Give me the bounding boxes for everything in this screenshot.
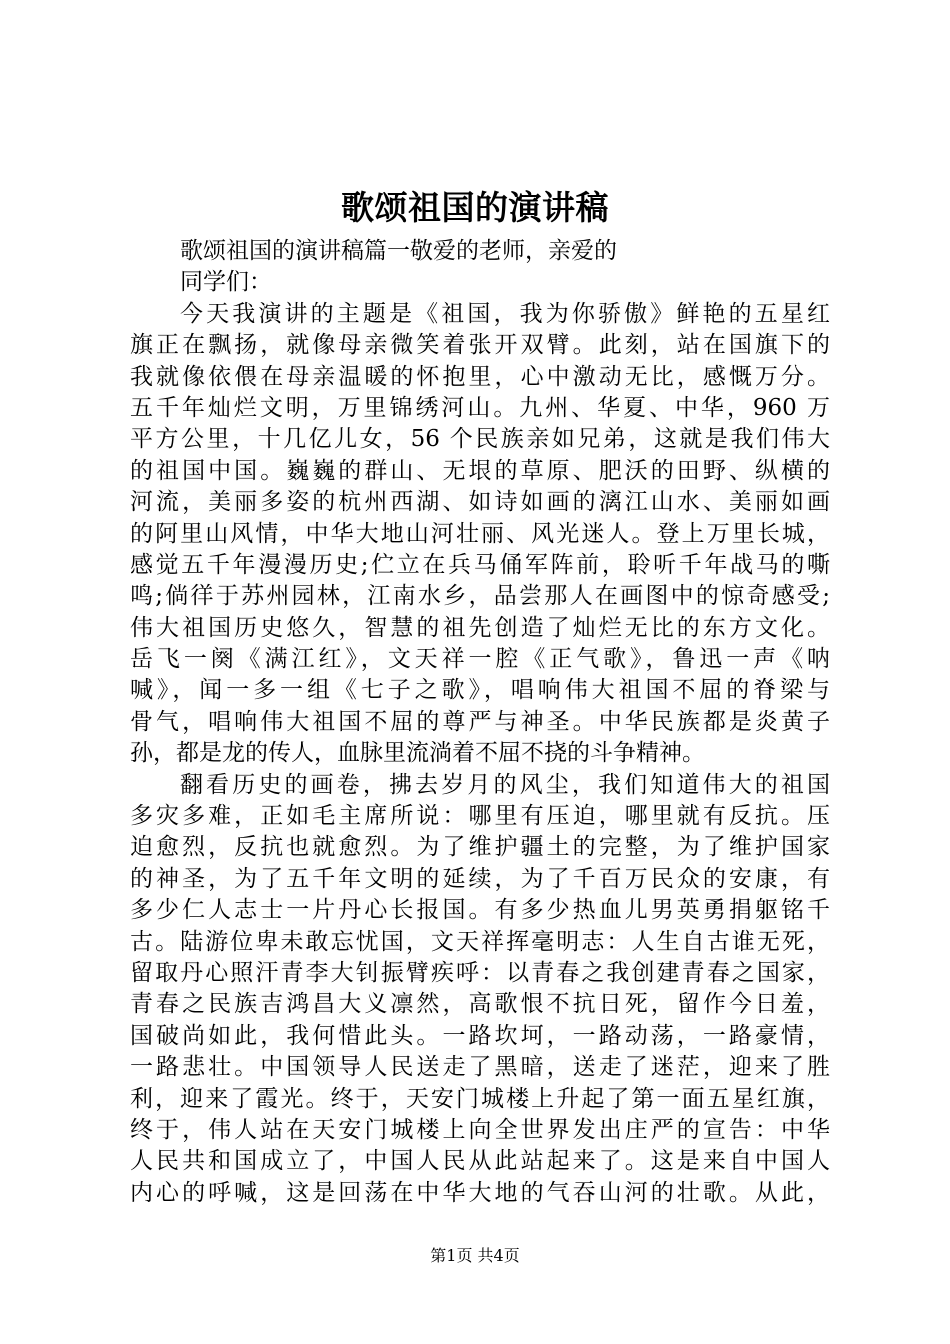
body-line: 多少仁人志士一片丹心长报国。有多少热血儿男英勇捐躯铭千: [130, 897, 830, 924]
body-line: 的阿里山风情，中华大地山河壮丽、风光迷人。登上万里长城，: [130, 520, 830, 547]
body-line: 喊》，闻一多一组《七子之歌》，唱响伟大祖国不屈的脊梁与: [130, 677, 830, 704]
document-body: [130, 236, 830, 1209]
body-line: 留取丹心照汗青李大钊振臂疾呼：以青春之我创建青春之国家，: [130, 959, 830, 986]
body-line: 内心的呼喊，这是回荡在中华大地的气吞山河的壮歌。从此，: [130, 1179, 830, 1206]
body-line: 同学们：: [180, 269, 272, 296]
body-line: 孙，都是龙的传人，血脉里流淌着不屈不挠的斗争精神。: [130, 740, 705, 767]
body-line: 歌颂祖国的演讲稿篇一敬爱的老师，亲爱的: [180, 238, 617, 264]
body-line: 今天我演讲的主题是《祖国，我为你骄傲》鲜艳的五星红: [180, 300, 830, 327]
body-line: 利，迎来了霞光。终于，天安门城楼上升起了第一面五星红旗，: [130, 1085, 830, 1112]
body-line: 骨气，唱响伟大祖国不屈的尊严与神圣。中华民族都是炎黄子: [130, 708, 830, 735]
body-line: 伟大祖国历史悠久，智慧的祖先创造了灿烂无比的东方文化。: [130, 614, 830, 641]
body-line: 感觉五千年漫漫历史;伫立在兵马俑军阵前，聆听千年战马的嘶: [130, 551, 830, 578]
body-line: 五千年灿烂文明，万里锦绣河山。九州、华夏、中华，960 万: [130, 394, 830, 421]
body-line: 鸣;倘徉于苏州园林，江南水乡，品尝那人在画图中的惊奇感受;: [130, 583, 830, 610]
body-line: 一路悲壮。中国领导人民送走了黑暗，送走了迷茫，迎来了胜: [130, 1054, 830, 1081]
body-line: 岳飞一阕《满江红》，文天祥一腔《正气歌》，鲁迅一声《呐: [130, 646, 830, 673]
body-line: 国破尚如此，我何惜此头。一路坎坷，一路动荡，一路豪情，: [130, 1022, 830, 1049]
body-line: 的神圣，为了五千年文明的延续，为了千百万民众的安康，有: [130, 865, 830, 892]
body-line: 终于，伟人站在天安门城楼上向全世界发出庄严的宣告：中华: [130, 1116, 830, 1143]
body-line: 的祖国中国。巍巍的群山、无垠的草原、肥沃的田野、纵横的: [130, 457, 830, 484]
document-title: 歌颂祖国的演讲稿: [341, 188, 609, 227]
body-line: 我就像依偎在母亲温暖的怀抱里，心中激动无比，感慨万分。: [130, 363, 830, 390]
body-line: 旗正在飘扬，就像母亲微笑着张开双臂。此刻，站在国旗下的: [130, 332, 830, 359]
body-line: 迫愈烈，反抗也就愈烈。为了维护疆土的完整，为了维护国家: [130, 834, 830, 861]
body-line: 多灾多难，正如毛主席所说：哪里有压迫，哪里就有反抗。压: [130, 803, 830, 830]
page-footer: 第1页 共4页: [430, 1246, 520, 1265]
body-line: 平方公里，十几亿儿女，56 个民族亲如兄弟，这就是我们伟大: [130, 426, 830, 453]
body-line: 翻看历史的画卷，拂去岁月的风尘，我们知道伟大的祖国: [180, 771, 830, 798]
body-line: 河流，美丽多姿的杭州西湖、如诗如画的漓江山水、美丽如画: [130, 489, 830, 516]
body-line: 人民共和国成立了，中国人民从此站起来了。这是来自中国人: [130, 1148, 830, 1175]
body-line: 青春之民族吉鸿昌大义凛然，高歌恨不抗日死，留作今日羞，: [130, 991, 830, 1018]
body-line: 古。陆游位卑未敢忘忧国，文天祥挥毫明志：人生自古谁无死，: [130, 928, 830, 955]
